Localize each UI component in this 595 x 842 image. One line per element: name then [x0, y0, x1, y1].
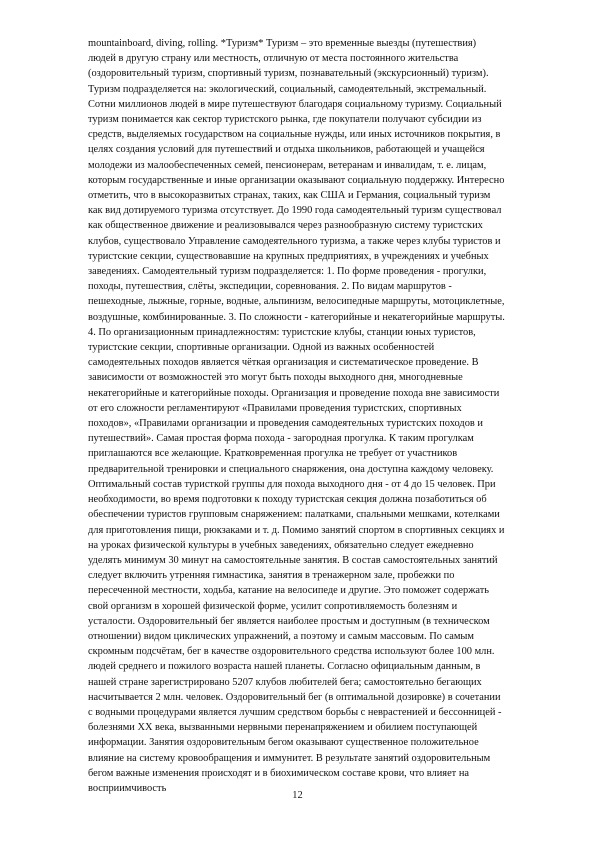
- body-paragraph: mountainboard, diving, rolling. *Туризм* Туризм – это временные выезды (путешествия) людей в другую страну или местность, отличную от места постоянного жительства (оздоровительный туризм, спортивный туризм, познавательный (экскурсионный) туризм). Туризм подразделяется на: экологический, социальный, самодеятельный, экстремальный. Сотни миллионов людей в мире путешествуют благодаря социальному туризму. Социальный туризм понимается как сектор туристского рынка, где покупатели получают субсидии из средств, выделяемых государством на социальные нужды, или иных источников покрытия, в целях создания условий для путешествий и отдыха школьников, работающей и учащейся молодежи из малообеспеченных семей, пенсионерам, ветеранам и инвалидам, т. е. лицам, которым государственные и иные организации оказывают социальную поддержку. Интересно отметить, что в высокоразвитых странах, таких, как США и Германия, социальный туризм как вид дотируемого туризма отсутствует. До 1990 года самодеятельный туризм существовал как общественное движение и реализовывался через разнообразную систему туристских клубов, существовало Управление самодеятельного туризма, а также через клубы туристов и туристские секции, существовавшие на крупных предприятиях, в учреждениях и учебных заведениях. Самодеятельный туризм подразделяется: 1. По форме проведения - прогулки, походы, путешествия, слёты, экспедиции, соревнования. 2. По видам маршрутов - пешеходные, лыжные, горные, водные, альпинизм, велосипедные маршруты, мотоциклетные, воздушные, комбинированные. 3. По сложности - категорийные и некатегорийные маршруты. 4. По организационным принадлежностям: туристские клубы, станции юных туристов, туристские секции, спортивные организации. Одной из важных особенностей самодеятельных походов является чёткая организация и систематическое проведение. В зависимости от возможностей это могут быть походы выходного дня, многодневные некатегорийные и категорийные походы. Организация и проведение похода вне зависимости от его сложности регламентируют «Правилами проведения туристских, спортивных походов», «Правилами организации и проведения самодеятельных туристских походов и путешествий». Самая простая форма похода - загородная прогулка. К таким прогулкам приглашаются все желающие. Кратковременная прогулка не требует от участников предварительной тренировки и специального снаряжения, она доступна каждому человеку. Оптимальный состав туристкой группы для похода выходного дня - от 4 до 15 человек. При необходимости, во время подготовки к походу туристская секция должна позаботиться об обеспечении туристов групповым снаряжением: палатками, спальными мешками, котелками для приготовления пищи, рюкзаками и т. д. Помимо занятий спортом в спортивных секциях и на уроках физической культуры в учебных заведениях, обязательно следует ежедневно уделять минимум 30 минут на самостоятельные занятия. В состав самостоятельных занятий следует включить утренняя гимнастика, занятия в тренажерном зале, пробежки по пересеченной местности, ходьба, катание на велосипеде и другие. Это поможет содержать свой организм в хорошей физической форме, усилит сопротивляемость болезням и усталости. Оздоровительный бег является наиболее простым и доступным (в техническом отношении) видом циклических упражнений, а поэтому и самым массовым. По самым скромным подсчётам, бег в качестве оздоровительного средства используют более 100 млн. людей среднего и пожилого возраста нашей планеты. Согласно официальным данным, в нашей стране зарегистрировано 5207 клубов любителей бега; самостоятельно бегающих насчитывается 2 млн. человек. Оздоровительный бег (в оптимальной дозировке) в сочетании с водными процедурами является лучшим средством борьбы с неврастенией и бессонницей - болезнями XX века, вызванными нервными перенапряжением и обилием поступающей информации. Занятия оздоровительным бегом оказывают существенное положительное влияние на систему кровообращения и иммунитет. В результате занятий оздоровительным бегом важные изменения происходят и в биохимическом составе крови, что влияет на восприимчивость: [88, 38, 505, 794]
- body-text-block: [88, 36, 506, 796]
- page-number: 12: [292, 790, 303, 801]
